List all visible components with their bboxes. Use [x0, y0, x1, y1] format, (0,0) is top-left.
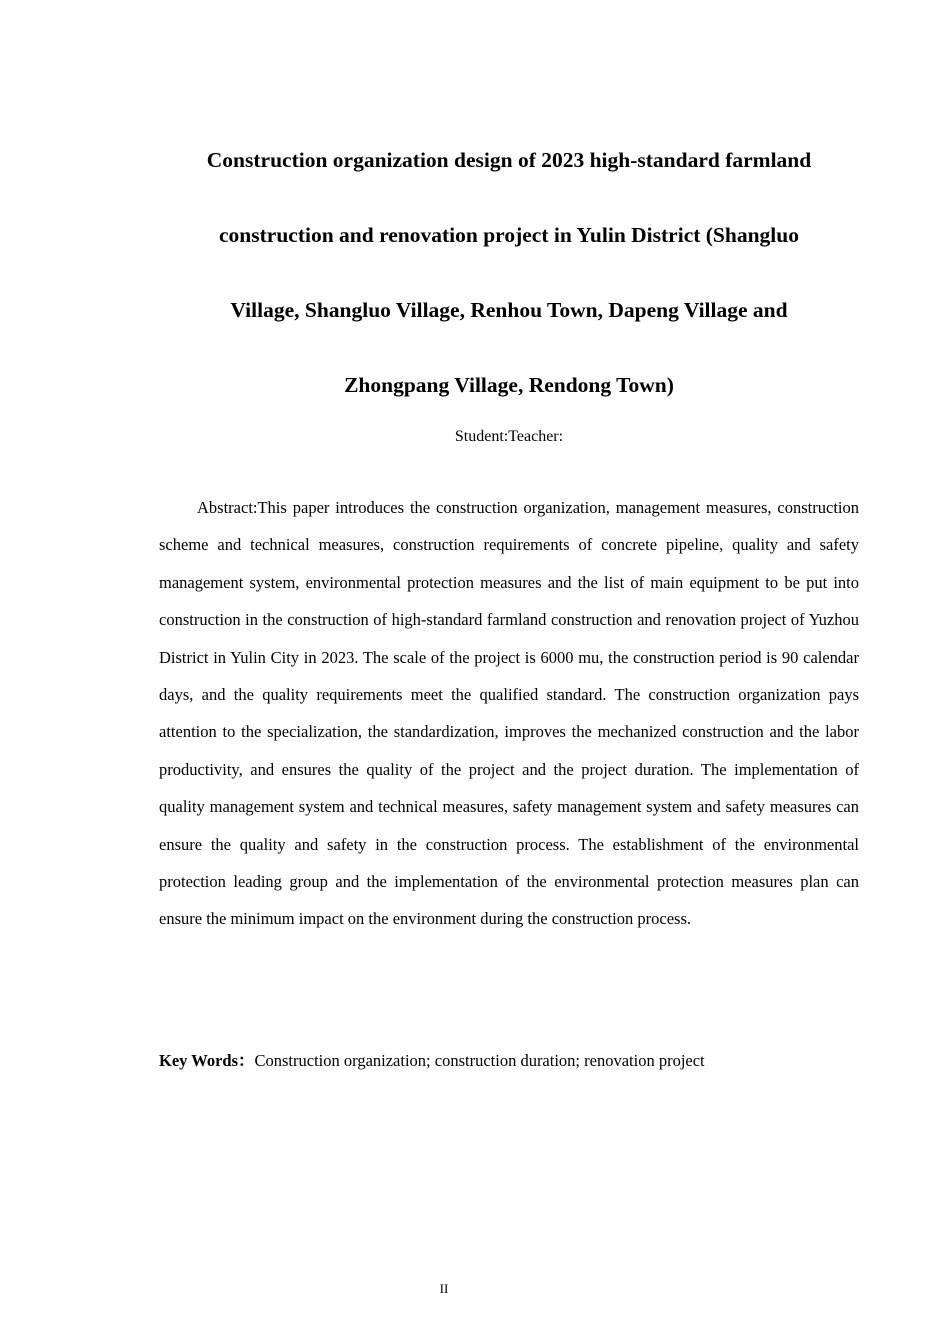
paper-title — [140, 123, 878, 423]
title-line: Village, Shangluo Village, Renhou Town, Dapeng Village and — [230, 298, 788, 322]
abstract-paragraph: Abstract:This paper introduces the construction organization, management measures, construction scheme and technical measures, construction requirements of concrete pipeline, quality and safety management system, environmental protection measures and the list of main equipment to be put into construction in the construction of high-standard farmland construction and renovation project of Yuzhou District in Yulin City in 2023. The scale of the project is 6000 mu, the construction period is 90 calendar days, and the quality requirements meet the qualified standard. The construction organization pays attention to the specialization, the standardization, improves the mechanized construction and the labor productivity, and ensures the quality of the project and the project duration. The implementation of quality management system and technical measures, safety management system and safety measures can ensure the quality and safety in the construction process. The establishment of the environmental protection leading group and the implementation of the environmental protection measures plan can ensure the minimum impact on the environment during the construction process. — [159, 498, 859, 929]
keywords-text: Construction organization; construction duration; renovation project — [254, 1051, 705, 1070]
title-line: Construction organization design of 2023 high-standard farmland — [206, 148, 812, 172]
title-line: Zhongpang Village, Rendong Town) — [344, 373, 674, 397]
student-teacher-byline: Student:Teacher: — [454, 428, 564, 445]
keywords-line — [159, 1048, 859, 1074]
page-number: II — [439, 1281, 449, 1296]
keywords-label: Key Words： — [159, 1051, 255, 1070]
title-line: construction and renovation project in Yulin District (Shangluo — [219, 223, 799, 247]
